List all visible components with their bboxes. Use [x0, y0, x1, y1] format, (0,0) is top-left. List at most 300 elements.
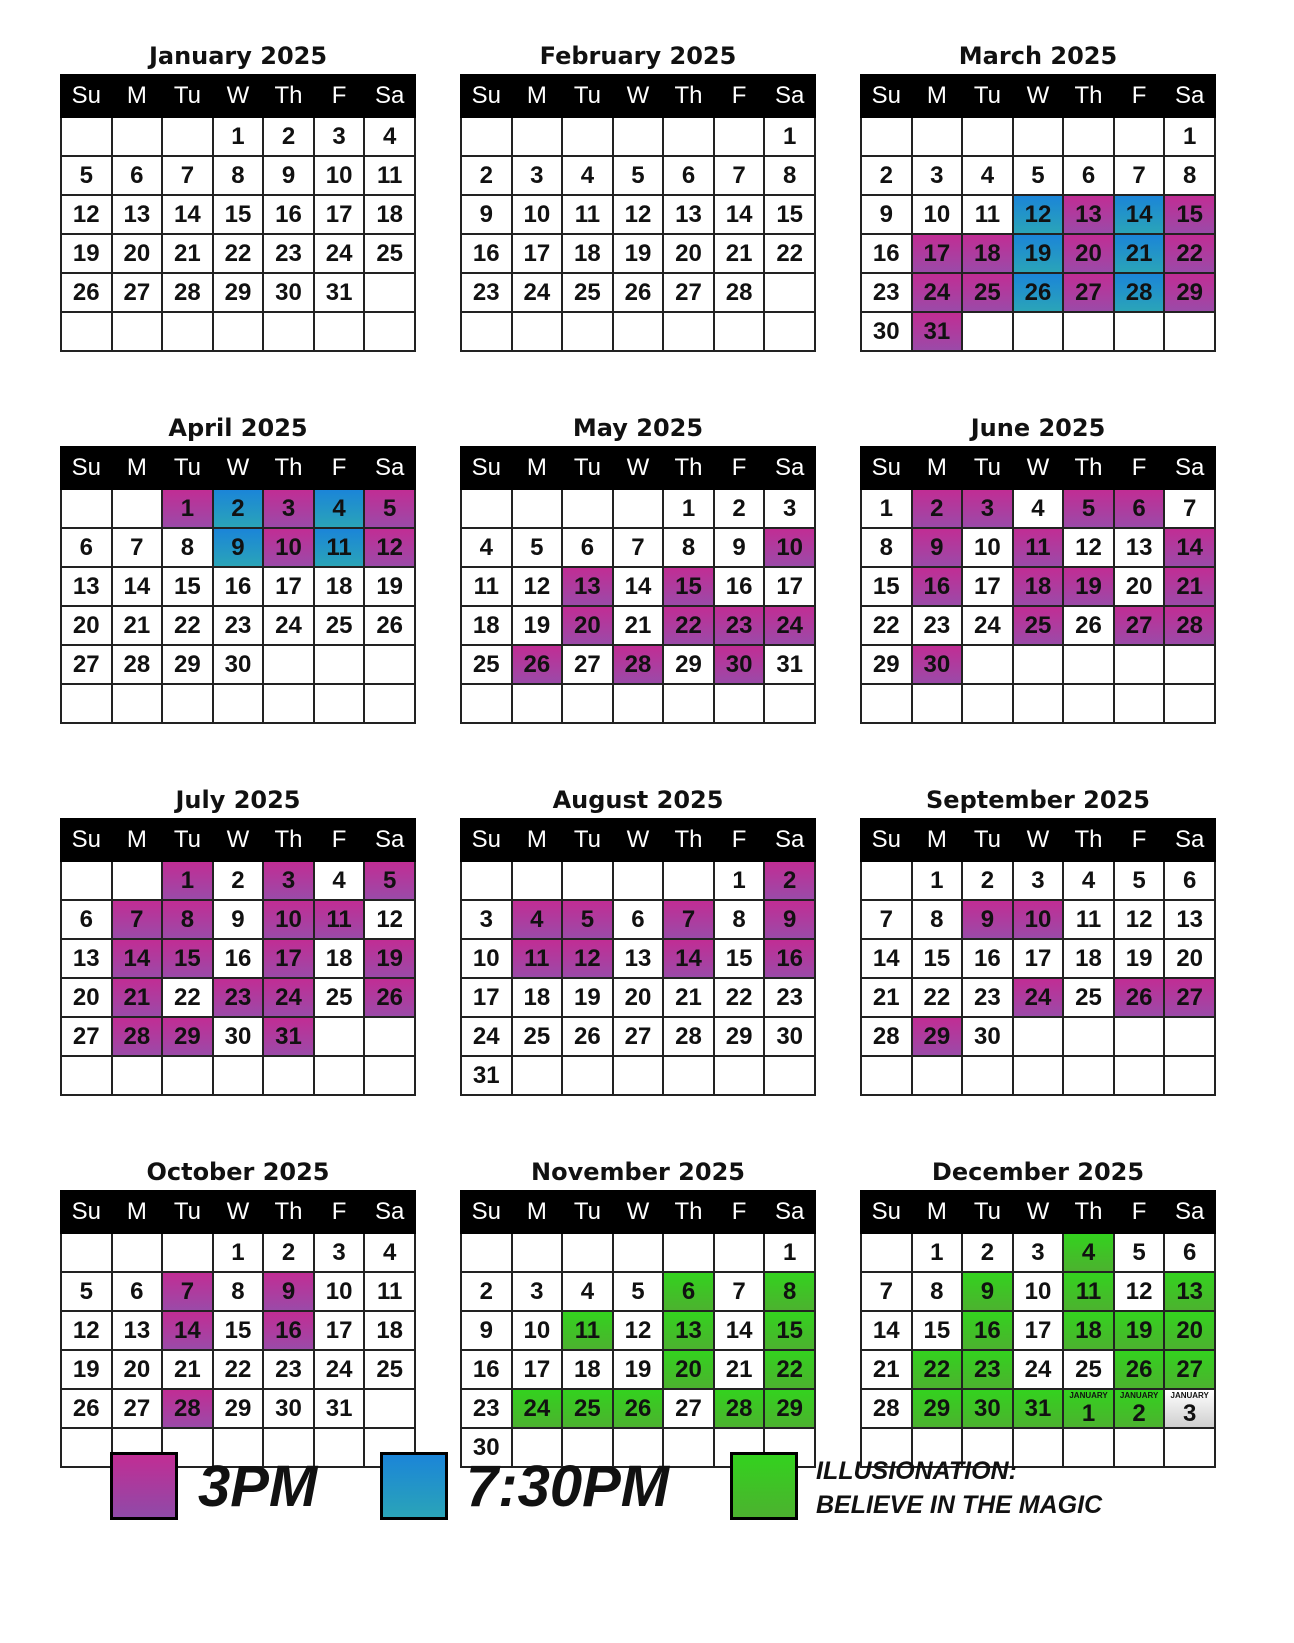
day-cell: 17: [461, 978, 512, 1017]
weekday-header: Sa: [364, 447, 415, 489]
day-cell: 8: [912, 1272, 963, 1311]
day-cell: 4: [1063, 861, 1114, 900]
day-cell: 9: [714, 528, 765, 567]
weekday-header: Tu: [562, 75, 613, 117]
day-cell: 9: [461, 1311, 512, 1350]
day-cell: 1: [162, 489, 213, 528]
month-title: January 2025: [148, 42, 328, 70]
empty-cell: [962, 312, 1013, 351]
weekday-header: F: [1114, 1191, 1165, 1233]
day-cell: 12: [1114, 1272, 1165, 1311]
weekday-header: M: [112, 1191, 163, 1233]
day-cell: 8: [861, 528, 912, 567]
empty-cell: [613, 489, 664, 528]
legend: [110, 1452, 1210, 1522]
empty-cell: [112, 861, 163, 900]
day-cell: 22: [912, 1350, 963, 1389]
day-cell: 16: [461, 1350, 512, 1389]
day-cell: 2: [962, 1233, 1013, 1272]
weekday-header: Tu: [162, 819, 213, 861]
day-cell: 14: [112, 567, 163, 606]
day-cell: 14: [861, 939, 912, 978]
empty-cell: [61, 1056, 112, 1095]
day-cell: 30: [714, 645, 765, 684]
day-cell: 20: [562, 606, 613, 645]
empty-cell: [1063, 312, 1114, 351]
day-cell: 4: [364, 1233, 415, 1272]
day-cell: 17: [962, 567, 1013, 606]
day-cell: 14: [861, 1311, 912, 1350]
day-cell: 3: [912, 156, 963, 195]
month-calendar: [860, 1152, 1216, 1496]
weekday-header: W: [213, 447, 264, 489]
day-cell: 10: [1013, 900, 1064, 939]
day-cell: 27: [1164, 978, 1215, 1017]
day-cell: 12: [613, 195, 664, 234]
day-cell: 15: [1164, 195, 1215, 234]
day-cell: 28: [112, 1017, 163, 1056]
empty-cell: [1013, 645, 1064, 684]
day-cell: 31: [1013, 1389, 1064, 1428]
empty-cell: [861, 117, 912, 156]
empty-cell: [764, 273, 815, 312]
day-cell: 22: [764, 1350, 815, 1389]
day-cell: 11: [1013, 528, 1064, 567]
weekday-header: Su: [461, 75, 512, 117]
day-cell: 9: [263, 1272, 314, 1311]
empty-cell: [364, 273, 415, 312]
empty-cell: [112, 117, 163, 156]
day-cell: 7: [162, 156, 213, 195]
weekday-header: Su: [861, 75, 912, 117]
empty-cell: [562, 312, 613, 351]
empty-cell: [364, 645, 415, 684]
day-cell: 6: [663, 156, 714, 195]
day-cell: 19: [1063, 567, 1114, 606]
day-cell: 1: [213, 117, 264, 156]
day-cell: 6: [61, 900, 112, 939]
day-cell: 14: [162, 195, 213, 234]
day-cell: 15: [714, 939, 765, 978]
day-cell: 8: [764, 156, 815, 195]
day-cell: 21: [1164, 567, 1215, 606]
weekday-header: M: [912, 75, 963, 117]
day-cell: 2: [263, 117, 314, 156]
empty-cell: [714, 117, 765, 156]
day-cell: 12: [364, 900, 415, 939]
day-cell: 1: [213, 1233, 264, 1272]
day-cell: 25: [512, 1017, 563, 1056]
empty-cell: [613, 861, 664, 900]
day-cell: 5: [364, 861, 415, 900]
day-cell: 23: [962, 978, 1013, 1017]
empty-cell: [663, 684, 714, 723]
empty-cell: [663, 1233, 714, 1272]
empty-cell: [663, 861, 714, 900]
weekday-header: Sa: [364, 819, 415, 861]
day-cell: 14: [663, 939, 714, 978]
weekday-header: Su: [61, 75, 112, 117]
empty-cell: [61, 861, 112, 900]
day-cell: 11: [314, 528, 365, 567]
empty-cell: [112, 312, 163, 351]
empty-cell: [562, 117, 613, 156]
empty-cell: [512, 1056, 563, 1095]
day-cell: 6: [1164, 861, 1215, 900]
empty-cell: [512, 861, 563, 900]
day-cell: 4: [364, 117, 415, 156]
day-cell: 4: [562, 156, 613, 195]
day-cell: 25: [314, 978, 365, 1017]
day-cell: 13: [1164, 900, 1215, 939]
weekday-header: Su: [61, 1191, 112, 1233]
day-cell: 18: [364, 1311, 415, 1350]
weekday-header: Sa: [1164, 1191, 1215, 1233]
day-cell: 29: [663, 645, 714, 684]
day-cell: 4: [314, 489, 365, 528]
day-cell: [1114, 1389, 1165, 1428]
empty-cell: [962, 1056, 1013, 1095]
month-calendar: [460, 36, 816, 380]
day-cell: 29: [162, 1017, 213, 1056]
day-cell: 10: [912, 195, 963, 234]
day-cell: 30: [461, 1428, 512, 1467]
weekday-header: Tu: [562, 1191, 613, 1233]
day-cell: 12: [61, 195, 112, 234]
legend-3pm-label: 3PM: [198, 1454, 318, 1519]
day-cell: 25: [562, 1389, 613, 1428]
empty-cell: [663, 117, 714, 156]
day-cell: 5: [1114, 861, 1165, 900]
day-cell: 12: [364, 528, 415, 567]
day-cell: 23: [461, 273, 512, 312]
empty-cell: [714, 1233, 765, 1272]
day-cell: 22: [1164, 234, 1215, 273]
day-cell: 26: [562, 1017, 613, 1056]
empty-cell: [1114, 684, 1165, 723]
day-cell: 2: [263, 1233, 314, 1272]
day-cell: 24: [263, 606, 314, 645]
day-cell: 22: [663, 606, 714, 645]
day-cell: 1: [663, 489, 714, 528]
empty-cell: [1013, 684, 1064, 723]
day-cell: 24: [512, 1389, 563, 1428]
day-cell: 2: [213, 861, 264, 900]
day-cell: 20: [112, 234, 163, 273]
weekday-header: Th: [663, 75, 714, 117]
empty-cell: [1164, 312, 1215, 351]
day-cell: 13: [112, 1311, 163, 1350]
day-cell: 14: [714, 1311, 765, 1350]
day-cell: 16: [714, 567, 765, 606]
day-cell: 15: [162, 567, 213, 606]
day-cell: 24: [1013, 1350, 1064, 1389]
day-cell: 9: [764, 900, 815, 939]
day-cell: 4: [1063, 1233, 1114, 1272]
day-cell: 30: [213, 1017, 264, 1056]
weekday-header: F: [314, 1191, 365, 1233]
day-cell: 11: [314, 900, 365, 939]
day-cell: 11: [1063, 900, 1114, 939]
day-cell: 5: [613, 1272, 664, 1311]
day-cell: 13: [613, 939, 664, 978]
weekday-header: Su: [461, 1191, 512, 1233]
day-cell: 30: [764, 1017, 815, 1056]
empty-cell: [512, 1233, 563, 1272]
day-cell: 6: [562, 528, 613, 567]
day-cell: 6: [112, 156, 163, 195]
day-cell: 23: [912, 606, 963, 645]
day-cell: 11: [562, 195, 613, 234]
day-cell: 15: [861, 567, 912, 606]
day-cell: 23: [263, 234, 314, 273]
empty-cell: [912, 684, 963, 723]
weekday-header: W: [613, 1191, 664, 1233]
empty-cell: [962, 645, 1013, 684]
day-cell: 11: [512, 939, 563, 978]
month-table: [460, 818, 816, 1096]
weekday-header: F: [714, 819, 765, 861]
day-cell: 2: [962, 861, 1013, 900]
empty-cell: [61, 684, 112, 723]
day-cell: 16: [213, 939, 264, 978]
day-cell: 22: [912, 978, 963, 1017]
day-cell: 3: [314, 117, 365, 156]
day-cell: 27: [112, 1389, 163, 1428]
day-cell: 27: [663, 1389, 714, 1428]
empty-cell: [1013, 1017, 1064, 1056]
legend-illusionation-line1: ILLUSIONATION:: [816, 1457, 1017, 1485]
empty-cell: [314, 645, 365, 684]
month-table: [860, 74, 1216, 352]
day-cell: 1: [162, 861, 213, 900]
day-cell: 19: [512, 606, 563, 645]
day-cell: 1: [764, 1233, 815, 1272]
day-cell: 13: [112, 195, 163, 234]
empty-cell: [1063, 1017, 1114, 1056]
weekday-header: W: [1013, 447, 1064, 489]
day-cell: 23: [962, 1350, 1013, 1389]
weekday-header: M: [112, 447, 163, 489]
day-cell: 30: [861, 312, 912, 351]
day-cell: 14: [1114, 195, 1165, 234]
month-table: [460, 446, 816, 724]
day-cell: 28: [112, 645, 163, 684]
day-cell: 13: [663, 1311, 714, 1350]
month-table: [60, 446, 416, 724]
day-cell: 6: [1164, 1233, 1215, 1272]
day-cell: 18: [562, 1350, 613, 1389]
day-cell: 22: [764, 234, 815, 273]
day-cell: 28: [861, 1389, 912, 1428]
month-calendar: [860, 408, 1216, 752]
empty-cell: [461, 1233, 512, 1272]
day-cell: 20: [61, 606, 112, 645]
day-cell: 26: [1114, 978, 1165, 1017]
empty-cell: [314, 1056, 365, 1095]
day-number: 3: [1183, 1399, 1197, 1427]
day-cell: 22: [213, 234, 264, 273]
next-month-label: JANUARY: [1069, 1391, 1108, 1400]
month-table: [460, 1190, 816, 1468]
day-cell: 10: [512, 195, 563, 234]
day-cell: 17: [912, 234, 963, 273]
day-cell: 29: [764, 1389, 815, 1428]
day-cell: 4: [562, 1272, 613, 1311]
day-cell: 11: [364, 1272, 415, 1311]
day-cell: 7: [714, 1272, 765, 1311]
day-cell: 6: [613, 900, 664, 939]
weekday-header: Th: [263, 75, 314, 117]
empty-cell: [962, 684, 1013, 723]
weekday-header: Tu: [962, 1191, 1013, 1233]
day-cell: 23: [213, 978, 264, 1017]
empty-cell: [861, 1056, 912, 1095]
weekday-header: F: [1114, 75, 1165, 117]
day-cell: 21: [613, 606, 664, 645]
day-cell: 26: [1063, 606, 1114, 645]
weekday-header: F: [714, 75, 765, 117]
day-cell: 28: [663, 1017, 714, 1056]
day-cell: 17: [314, 195, 365, 234]
empty-cell: [512, 489, 563, 528]
day-cell: 27: [112, 273, 163, 312]
day-cell: 30: [213, 645, 264, 684]
day-cell: 8: [162, 900, 213, 939]
day-cell: 7: [613, 528, 664, 567]
day-cell: 14: [162, 1311, 213, 1350]
month-title: September 2025: [926, 786, 1150, 814]
day-cell: 9: [263, 156, 314, 195]
day-cell: 3: [512, 1272, 563, 1311]
day-cell: 12: [61, 1311, 112, 1350]
day-cell: 29: [912, 1017, 963, 1056]
month-table: [860, 446, 1216, 724]
day-cell: 4: [461, 528, 512, 567]
empty-cell: [714, 1056, 765, 1095]
day-cell: 25: [364, 1350, 415, 1389]
day-cell: 18: [512, 978, 563, 1017]
empty-cell: [512, 684, 563, 723]
empty-cell: [162, 117, 213, 156]
weekday-header: Tu: [962, 75, 1013, 117]
day-cell: 23: [213, 606, 264, 645]
empty-cell: [162, 1056, 213, 1095]
empty-cell: [764, 312, 815, 351]
weekday-header: M: [912, 447, 963, 489]
weekday-header: W: [613, 447, 664, 489]
day-cell: 25: [1063, 978, 1114, 1017]
weekday-header: F: [1114, 819, 1165, 861]
day-cell: 28: [162, 1389, 213, 1428]
day-cell: 26: [1013, 273, 1064, 312]
day-cell: 14: [613, 567, 664, 606]
day-cell: 6: [61, 528, 112, 567]
day-cell: 29: [162, 645, 213, 684]
day-cell: 6: [1114, 489, 1165, 528]
day-cell: 22: [162, 978, 213, 1017]
month-title: February 2025: [539, 42, 737, 70]
weekday-header: Sa: [764, 447, 815, 489]
month-title: November 2025: [531, 1158, 745, 1186]
weekday-header: M: [112, 75, 163, 117]
day-cell: 9: [461, 195, 512, 234]
day-cell: 7: [162, 1272, 213, 1311]
empty-cell: [663, 1056, 714, 1095]
day-cell: 1: [912, 1233, 963, 1272]
day-cell: 27: [1114, 606, 1165, 645]
day-cell: 19: [61, 234, 112, 273]
weekday-header: W: [213, 819, 264, 861]
weekday-header: M: [912, 1191, 963, 1233]
day-cell: 29: [861, 645, 912, 684]
empty-cell: [1164, 1017, 1215, 1056]
day-cell: 4: [1013, 489, 1064, 528]
day-cell: 14: [112, 939, 163, 978]
day-cell: 19: [1114, 939, 1165, 978]
weekday-header: W: [613, 819, 664, 861]
day-cell: 30: [962, 1017, 1013, 1056]
day-cell: 20: [1063, 234, 1114, 273]
day-cell: 20: [1114, 567, 1165, 606]
day-cell: 3: [314, 1233, 365, 1272]
day-cell: 7: [861, 900, 912, 939]
empty-cell: [663, 312, 714, 351]
day-cell: 31: [263, 1017, 314, 1056]
day-cell: 12: [512, 567, 563, 606]
weekday-header: Sa: [1164, 447, 1215, 489]
day-cell: 25: [962, 273, 1013, 312]
month-title: October 2025: [146, 1158, 330, 1186]
day-cell: 25: [461, 645, 512, 684]
day-cell: 8: [162, 528, 213, 567]
day-cell: 22: [714, 978, 765, 1017]
day-cell: 29: [714, 1017, 765, 1056]
weekday-header: Th: [1063, 1191, 1114, 1233]
day-cell: 13: [61, 939, 112, 978]
day-cell: 15: [663, 567, 714, 606]
day-cell: 28: [1114, 273, 1165, 312]
day-cell: 20: [663, 234, 714, 273]
day-cell: 9: [213, 900, 264, 939]
day-cell: 12: [1114, 900, 1165, 939]
empty-cell: [1063, 684, 1114, 723]
empty-cell: [213, 684, 264, 723]
empty-cell: [562, 684, 613, 723]
day-cell: 7: [663, 900, 714, 939]
empty-cell: [213, 312, 264, 351]
month-title: May 2025: [572, 414, 704, 442]
month-calendar: [60, 36, 416, 380]
day-cell: 1: [912, 861, 963, 900]
empty-cell: [912, 1056, 963, 1095]
day-cell: 19: [364, 939, 415, 978]
day-cell: 24: [764, 606, 815, 645]
day-cell: 18: [314, 939, 365, 978]
weekday-header: F: [314, 447, 365, 489]
day-cell: 5: [613, 156, 664, 195]
day-cell: 18: [1063, 1311, 1114, 1350]
day-cell: 15: [912, 939, 963, 978]
legend-illusionation-swatch: [730, 1452, 798, 1520]
month-table: [60, 1190, 416, 1468]
day-cell: 1: [714, 861, 765, 900]
month-calendar: [60, 780, 416, 1124]
empty-cell: [861, 684, 912, 723]
day-cell: 21: [714, 234, 765, 273]
day-cell: 1: [764, 117, 815, 156]
weekday-header: Sa: [1164, 75, 1215, 117]
